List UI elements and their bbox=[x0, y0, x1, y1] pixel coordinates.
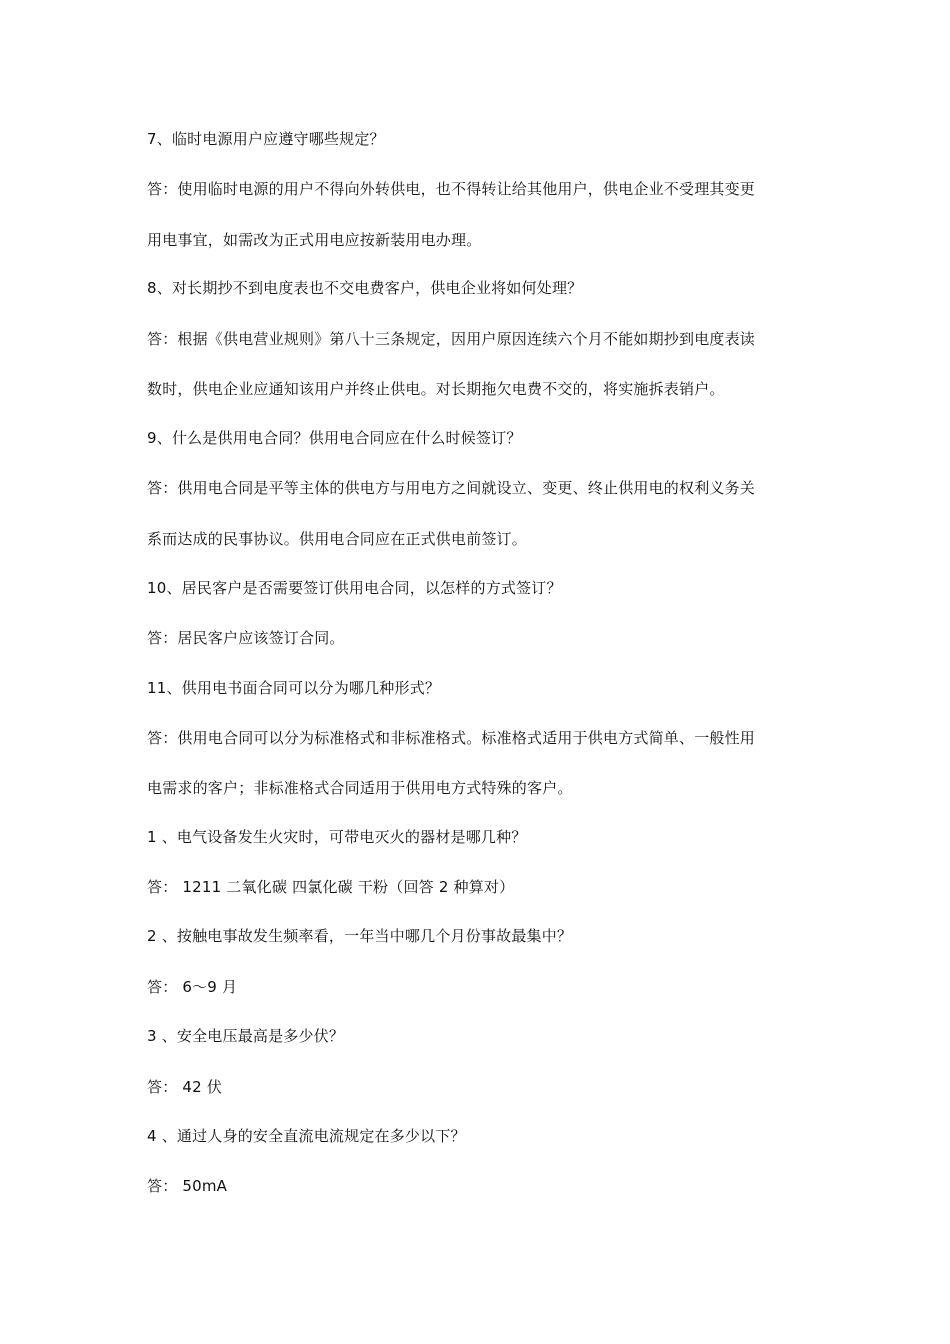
question-10: 10、居民客户是否需要签订供用电合同，以怎样的方式签订？ bbox=[147, 579, 562, 597]
safety-answer-3: 答： 42 伏 bbox=[147, 1078, 223, 1096]
answer-10: 答：居民客户应该签订合同。 bbox=[147, 629, 345, 647]
question-9: 9、什么是供用电合同？供用电合同应在什么时候签订？ bbox=[147, 429, 522, 447]
answer-11-line-2: 电需求的客户；非标准格式合同适用于供用电方式特殊的客户。 bbox=[147, 779, 573, 797]
question-7: 7、临时电源用户应遵守哪些规定？ bbox=[147, 130, 385, 148]
safety-question-3: 3 、安全电压最高是多少伏？ bbox=[147, 1027, 345, 1045]
safety-question-1: 1 、电气设备发生火灾时，可带电灭火的器材是哪几种？ bbox=[147, 828, 527, 846]
safety-question-2: 2 、按触电事故发生频率看，一年当中哪几个月份事故最集中？ bbox=[147, 927, 573, 945]
safety-answer-4: 答： 50mA bbox=[147, 1177, 228, 1195]
answer-8-line-2: 数时，供电企业应通知该用户并终止供电。对长期拖欠电费不交的，将实施拆表销户。 bbox=[147, 380, 725, 398]
answer-9-line-1: 答：供用电合同是平等主体的供电方与用电方之间就设立、变更、终止供用电的权利义务关 bbox=[147, 479, 756, 497]
answer-7-line-1: 答：使用临时电源的用户不得向外转供电，也不得转让给其他用户，供电企业不受理其变更 bbox=[147, 180, 756, 198]
answer-7-line-2: 用电事宜，如需改为正式用电应按新装用电办理。 bbox=[147, 231, 482, 249]
question-8: 8、对长期抄不到电度表也不交电费客户，供电企业将如何处理？ bbox=[147, 279, 583, 297]
safety-question-4: 4 、通过人身的安全直流电流规定在多少以下？ bbox=[147, 1127, 466, 1145]
answer-8-line-1: 答：根据《供电营业规则》第八十三条规定，因用户原因连续六个月不能如期抄到电度表读 bbox=[147, 330, 756, 348]
safety-answer-2: 答： 6～9 月 bbox=[147, 978, 238, 996]
question-11: 11、供用电书面合同可以分为哪几种形式？ bbox=[147, 679, 441, 697]
answer-9-line-2: 系而达成的民事协议。供用电合同应在正式供电前签订。 bbox=[147, 530, 528, 548]
answer-11-line-1: 答：供用电合同可以分为标准格式和非标准格式。标准格式适用于供电方式简单、一般性用 bbox=[147, 729, 756, 747]
safety-answer-1: 答： 1211 二氧化碳 四氯化碳 干粉（回答 2 种算对） bbox=[147, 878, 515, 896]
